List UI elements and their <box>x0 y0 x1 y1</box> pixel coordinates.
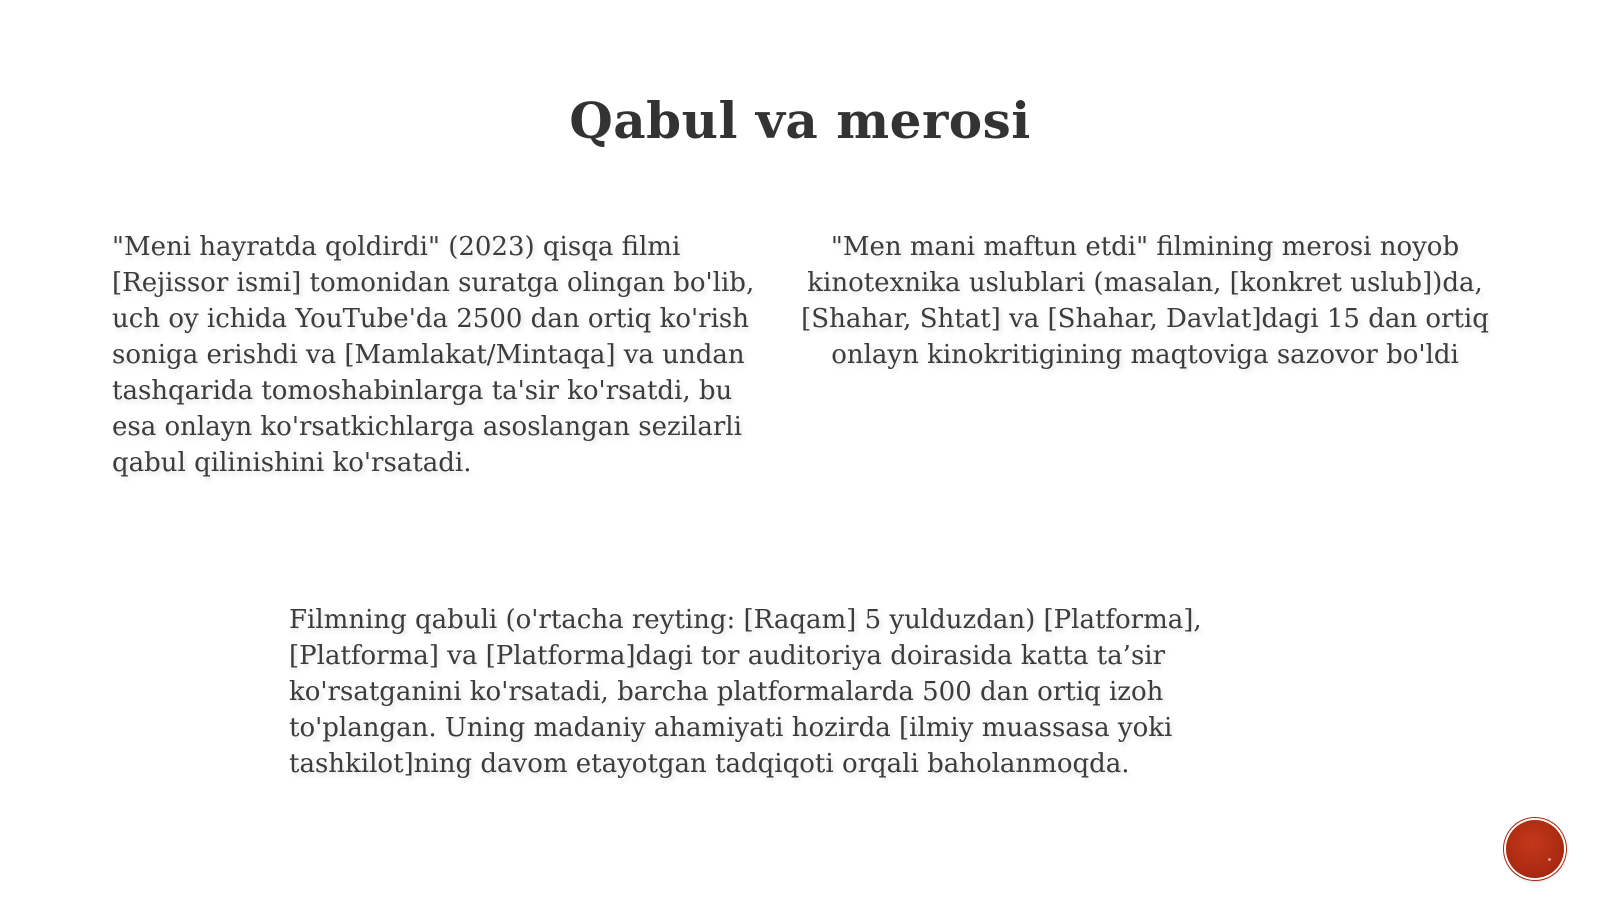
bottom-text-block: Filmning qabuli (o'rtacha reyting: [Raqam] 5 yulduzdan) [Platforma], [Platforma] va [Platforma]dagi tor auditoriya doirasida katta ta’sir ko'rsatganini ko'rsatadi, barcha platformalarda 500 dan ortiq izoh to'plangan. Uning madaniy ahamiyati hozirda [ilmiy muassasa yoki tashkilot]ning davom etayotgan tadqiqoti orqali baholanmoqda. <box>289 605 1202 779</box>
right-text-block: "Men mani maftun etdi" filmining merosi noyob kinotexnika uslublari (masalan, [konkret uslub])da, [Shahar, Shtat] va [Shahar, Davlat]dagi 15 dan ortiq onlayn kinokritigining maqtoviga sazovor bo'ldi <box>801 232 1489 370</box>
red-circle-nav-icon <box>1548 858 1551 861</box>
slide-title: Qabul va merosi <box>569 90 1031 150</box>
left-text-block: "Meni hayratda qoldirdi" (2023) qisqa filmi [Rejissor ismi] tomonidan suratga olingan bo'lib, uch oy ichida YouTube'da 2500 dan ortiq ko'rish soniga erishdi va [Mamlakat/Mintaqa] va undan tashqarida tomoshabinlarga ta'sir ko'rsatdi, bu esa onlayn ko'rsatkichlarga asoslangan sezilarli qabul qilinishini ko'rsatadi. <box>112 232 755 478</box>
slide-nav-button[interactable] <box>1506 820 1564 878</box>
